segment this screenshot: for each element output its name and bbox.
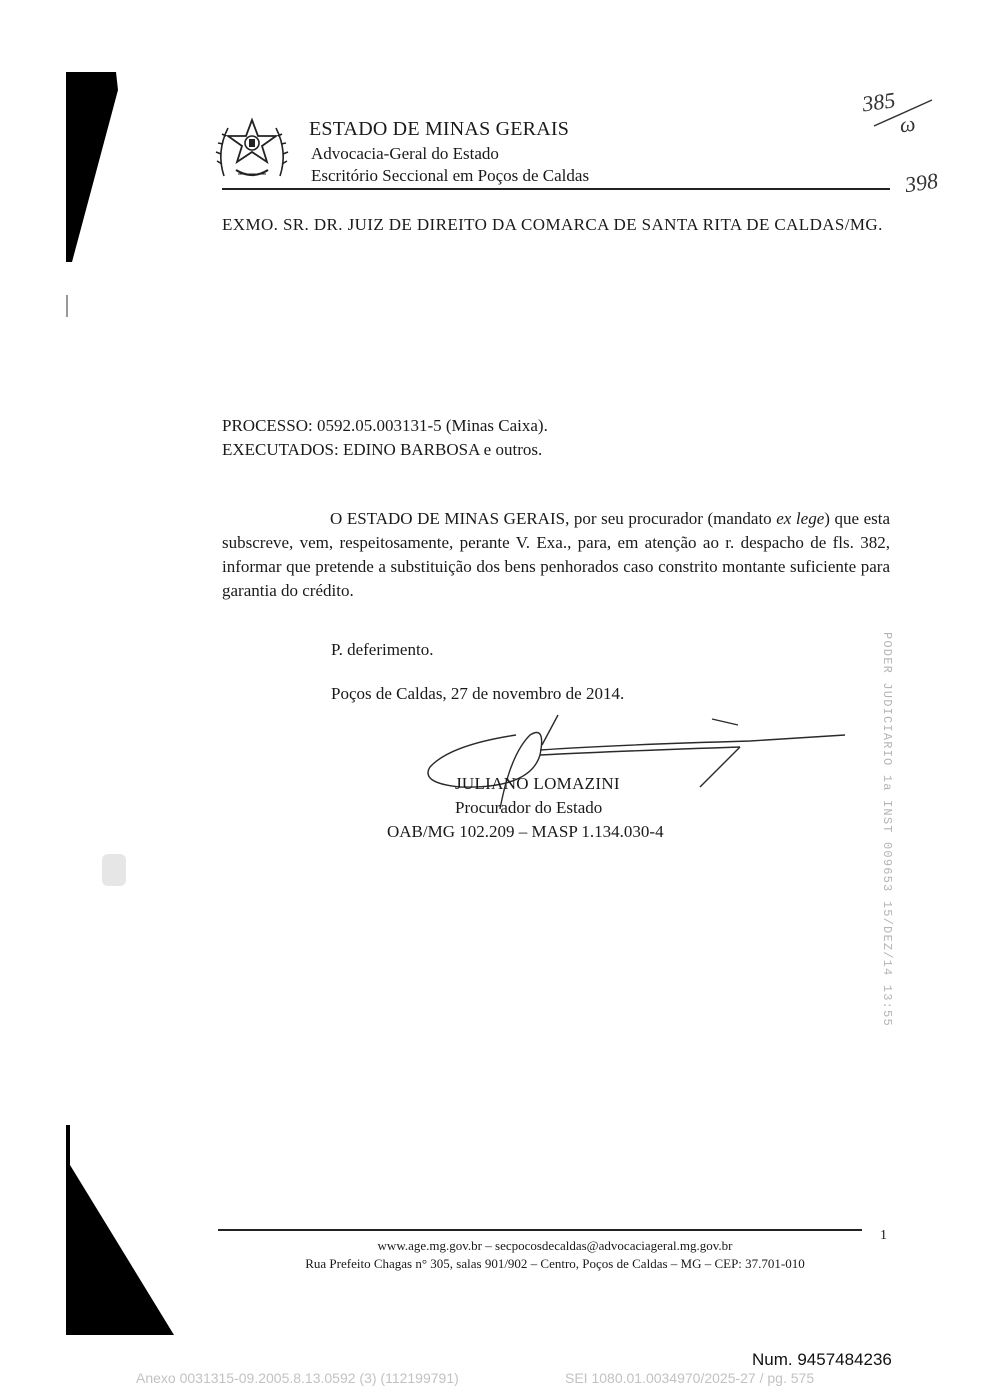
stamp-text: PODER JUDICIARIO 1a INST 009653 15/DEZ/14 13:55 xyxy=(880,632,894,1027)
body-paragraph xyxy=(222,507,890,603)
footer-address: Rua Prefeito Chagas n° 305, salas 901/902 – Centro, Poços de Caldas – MG – CEP: 37.701-010 xyxy=(305,1256,805,1271)
header-title: ESTADO DE MINAS GERAIS xyxy=(309,118,570,140)
place-and-date: Poços de Caldas, 27 de novembro de 2014. xyxy=(331,684,625,703)
signer-registration: OAB/MG 102.209 – MASP 1.134.030-4 xyxy=(387,822,664,841)
annex-reference: Anexo 0031315-09.2005.8.13.0592 (3) (112199791) xyxy=(136,1370,459,1386)
scan-edge-artifact-bottom xyxy=(66,1125,174,1335)
folio-old-value: 385 xyxy=(860,87,897,117)
folio-strikethrough xyxy=(872,96,934,132)
minas-gerais-coat-of-arms-icon xyxy=(214,116,290,188)
addressee: EXMO. SR. DR. JUIZ DE DIREITO DA COMARCA DE SANTA RITA DE CALDAS/MG. xyxy=(222,215,883,234)
signer-role: Procurador do Estado xyxy=(455,798,603,817)
footer-divider xyxy=(218,1229,862,1231)
page-number: 1 xyxy=(880,1228,887,1243)
document-number: Num. 9457484236 xyxy=(752,1350,892,1369)
scan-edge-artifact xyxy=(66,72,118,262)
closing-request: P. deferimento. xyxy=(331,640,434,659)
header-subtitle-office: Escritório Seccional em Poços de Caldas xyxy=(311,166,590,185)
header-divider xyxy=(222,188,890,190)
body-text-2: ) que esta subscreve, vem, respeitosamente, perante V. Exa., para, em atenção ao r. despacho de fls. 382, informar que pretende a substituição dos bens penhorados caso constrito montante suficiente para garantia do crédito. xyxy=(222,509,891,600)
sei-reference: SEI 1080.01.0034970/2025-27 / pg. 575 xyxy=(565,1370,815,1386)
signer-name: JULIANO LOMAZINI xyxy=(455,774,620,793)
process-number: PROCESSO: 0592.05.003131-5 (Minas Caixa). xyxy=(222,416,548,435)
body-text-1: O ESTADO DE MINAS GERAIS, por seu procurador (mandato xyxy=(330,509,777,528)
folio-old-sub: ω xyxy=(897,110,917,138)
scan-smudge xyxy=(98,850,132,890)
scan-edge-line xyxy=(66,295,68,317)
executed-parties: EXECUTADOS: EDINO BARBOSA e outros. xyxy=(222,440,543,459)
header-subtitle-agency: Advocacia-Geral do Estado xyxy=(311,144,499,163)
body-text-italic: ex lege xyxy=(776,509,825,528)
footer-contact: www.age.mg.gov.br – secpocosdecaldas@advocaciageral.mg.gov.br xyxy=(377,1238,733,1253)
court-receipt-stamp xyxy=(876,632,896,1027)
folio-number-new: 398 xyxy=(903,167,940,198)
